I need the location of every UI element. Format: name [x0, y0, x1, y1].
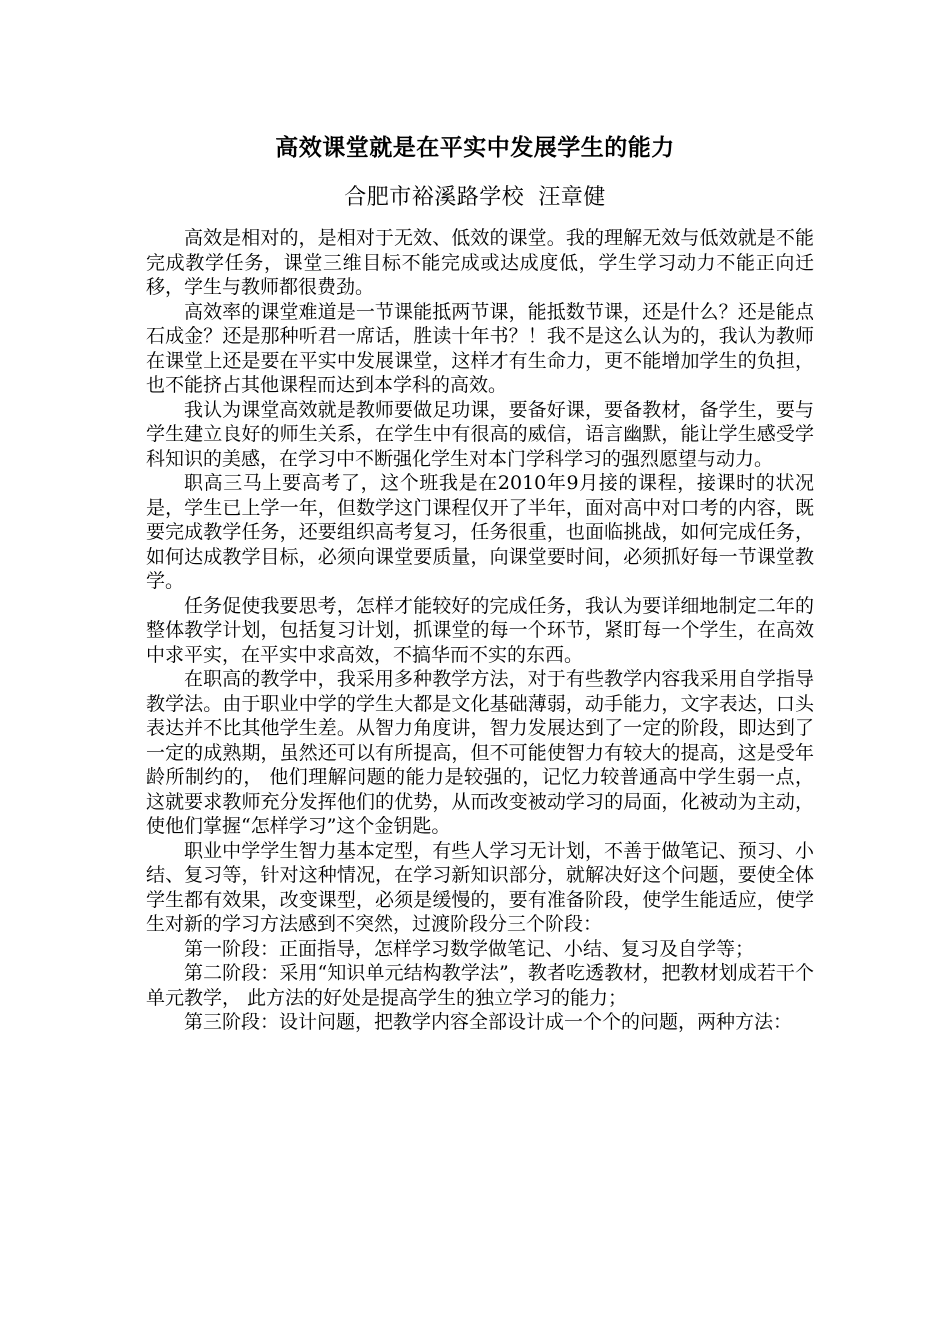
paragraph-5: 任务促使我要思考，怎样才能较好的完成任务，我认为要详细地制定二年的整体教学计划，包括复习计划，抓课堂的每一个环节，紧盯每一个学生，在高效中求平实，在平实中求高效，不搞华而不实的东西。	[146, 594, 814, 666]
paragraph-7: 职业中学学生智力基本定型，有些人学习无计划，不善于做笔记、预习、小结、复习等，针对这种情况，在学习新知识部分，就解决好这个问题，要使全体学生都有效果，改变课型，必须是缓慢的，要有准备阶段，使学生能适应，使学生对新的学习方法感到不突然，过渡阶段分三个阶段：	[146, 839, 814, 935]
document-body	[146, 226, 814, 1035]
paragraph-stage-3: 第三阶段：设计问题，把教学内容全部设计成一个个的问题，两种方法：	[184, 1011, 793, 1033]
document-title: 高效课堂就是在平实中发展学生的能力	[275, 134, 675, 161]
author-school: 合肥市裕溪路学校	[344, 185, 525, 210]
author-name: 汪章健	[538, 185, 606, 210]
author-line	[0, 182, 950, 214]
paragraph-stage-2: 第二阶段：采用“知识单元结构教学法”，教者吃透教材，把教材划成若干个单元教学， 此方法的好处是提高学生的独立学习的能力；	[146, 962, 814, 1009]
paragraph-2: 高效率的课堂难道是一节课能抵两节课，能抵数节课，还是什么？还是能点石成金？还是那种听君一席话，胜读十年书？！我不是这么认为的，我认为教师在课堂上还是要在平实中发展课堂，这样才有生命力，更不能增加学生的负担，也不能挤占其他课程而达到本学科的高效。	[146, 300, 814, 396]
paragraph-6: 在职高的教学中，我采用多种教学方法，对于有些教学内容我采用自学指导教学法。由于职业中学的学生大都是文化基础薄弱，动手能力，文字表达，口头表达并不比其他学生差。从智力角度讲，智力发展达到了一定的阶段，即达到了一定的成熟期，虽然还可以有所提高，但不可能使智力有较大的提高，这是受年龄所制约的， 他们理解问题的能力是较强的，记忆力较普通高中学生弱一点，这就要求教师充分发挥他们的优势，从而改变被动学习的局面，化被动为主动， 使他们掌握“怎样学习”这个金钥匙。	[146, 668, 814, 837]
paragraph-1: 高效是相对的，是相对于无效、低效的课堂。我的理解无效与低效就是不能完成教学任务，课堂三维目标不能完成或达成度低，学生学习动力不能正向迁移，学生与教师都很费劲。	[146, 227, 814, 298]
paragraph-4: 职高三马上要高考了，这个班我是在2010年9月接的课程，接课时的状况是，学生已上学一年，但数学这门课程仅开了半年，面对高中对口考的内容，既要完成教学任务，还要组织高考复习，任务很重，也面临挑战，如何完成任务，如何达成教学目标，必须向课堂要质量，向课堂要时间，必须抓好每一节课堂教学。	[146, 472, 814, 592]
paragraph-stage-1: 第一阶段：正面指导，怎样学习数学做笔记、小结、复习及自学等；	[184, 937, 755, 960]
paragraph-3: 我认为课堂高效就是教师要做足功课，要备好课，要备教材，备学生，要与学生建立良好的师生关系，在学生中有很高的威信，语言幽默，能让学生感受学科知识的美感，在学习中不断强化学生对本门学科学习的强烈愿望与动力。	[146, 398, 814, 470]
